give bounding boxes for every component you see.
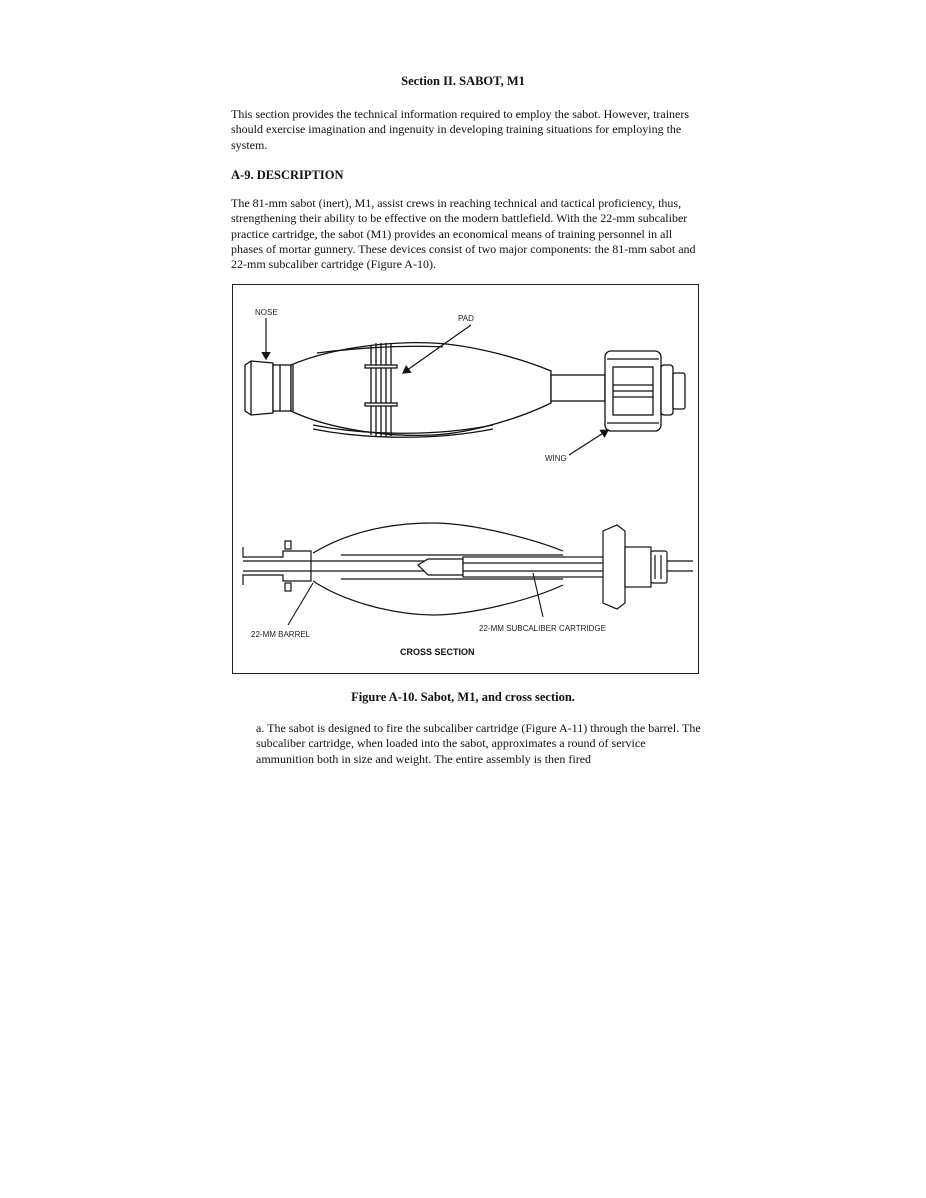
label-pad: PAD <box>458 314 474 323</box>
figure-sabot-m1 <box>232 284 699 674</box>
label-wing: WING <box>545 454 567 463</box>
paragraph-a: a. The sabot is designed to fire the subcaliber cartridge (Figure A-11) through the barrel. The subcaliber cartridge, when loaded into the sabot, approximates a round of service ammunition both in size and weight. The entire assembly is then fired <box>256 721 701 766</box>
intro-paragraph: This section provides the technical information required to employ the sabot. However, trainers should exercise imagination and ingenuity in developing training situations for employing the system. <box>231 107 690 152</box>
sabot-exterior-drawing <box>245 343 685 438</box>
label-nose: NOSE <box>255 308 278 317</box>
label-barrel: 22-MM BARREL <box>251 630 311 639</box>
figure-caption: Figure A-10. Sabot, M1, and cross section. <box>351 690 575 704</box>
description-heading: A-9. DESCRIPTION <box>231 168 344 182</box>
label-cross-section: CROSS SECTION <box>400 647 475 657</box>
section-title: Section II. SABOT, M1 <box>401 74 525 88</box>
sabot-illustration <box>233 285 700 675</box>
sabot-cross-section-drawing <box>243 523 693 615</box>
description-paragraph: The 81-mm sabot (inert), M1, assist crews in reaching technical and tactical proficiency, thus, strengthening their ability to be effective on the modern battlefield. With the 22-mm subcaliber practice cartridge, the sabot (M1) provides an economical means of training personnel in all phases of mortar gunnery. These devices consist of two major components: the 81-mm sabot and 22-mm subcaliber cartridge (Figure A-10). <box>231 196 696 272</box>
label-cartridge: 22-MM SUBCALIBER CARTRIDGE <box>479 624 606 633</box>
